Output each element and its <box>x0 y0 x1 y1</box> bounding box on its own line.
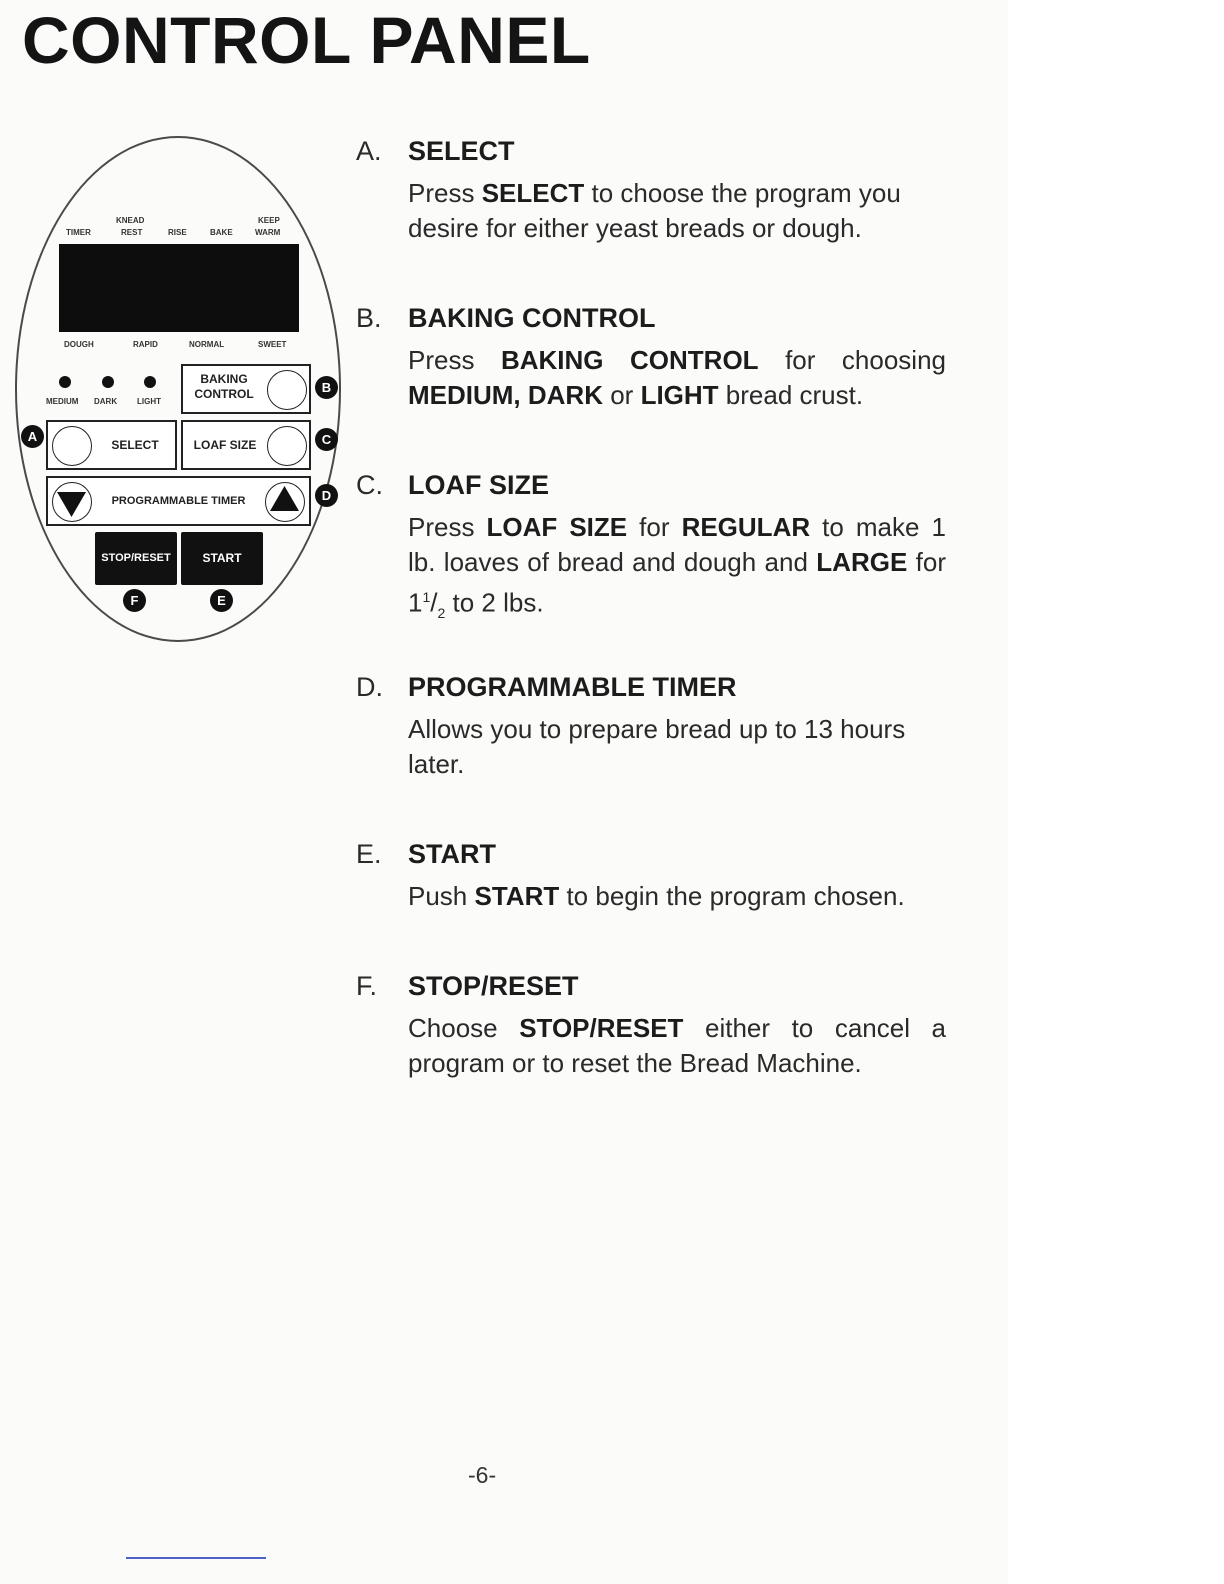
timer-button-label: PROGRAMMABLE TIMER <box>111 495 246 507</box>
crust-label-medium: MEDIUM <box>46 397 79 406</box>
control-panel-diagram <box>0 130 350 650</box>
callout-b-badge: B <box>315 376 338 399</box>
loaf-size-button-label: LOAF SIZE <box>193 438 257 452</box>
select-button-label: SELECT <box>111 438 159 452</box>
footer-link-underline <box>126 1557 266 1559</box>
rise-stage-label: RISE <box>168 228 187 237</box>
stop-reset-button[interactable]: STOP/RESET <box>95 532 177 585</box>
program-label-sweet: SWEET <box>258 340 287 349</box>
callout-e-badge: E <box>210 589 233 612</box>
section-heading: STOP/RESET <box>408 971 579 1001</box>
lcd-display <box>59 244 299 332</box>
section-heading: SELECT <box>408 136 515 166</box>
page-number: -6- <box>468 1462 497 1488</box>
section-heading: BAKING CONTROL <box>408 303 656 333</box>
baking-control-knob <box>267 370 307 410</box>
section-description: Allows you to prepare bread up to 13 hours later. <box>408 714 906 779</box>
program-label-rapid: RAPID <box>133 340 158 349</box>
callout-f-badge: F <box>123 589 146 612</box>
keep-stage-label: KEEP <box>258 216 280 225</box>
light-indicator-light <box>144 376 156 388</box>
medium-indicator-light <box>59 376 71 388</box>
crust-label-light: LIGHT <box>137 397 161 406</box>
triangle-down-icon <box>53 483 90 520</box>
callout-a-badge: A <box>21 425 44 448</box>
start-button[interactable]: START <box>181 532 263 585</box>
baking-control-button[interactable] <box>181 364 311 414</box>
loaf-size-knob <box>267 426 307 466</box>
section-description: Press LOAF SIZE for REGULAR to make 1 lb. loaves of bread and dough and LARGE for $1^1/_2$ to 2 lbs. <box>408 512 946 621</box>
section-letter: A. <box>356 136 382 166</box>
crust-label-dark: DARK <box>94 397 118 406</box>
timer-up-button[interactable] <box>265 482 305 522</box>
section-heading: START <box>408 839 496 869</box>
bake-stage-label: BAKE <box>210 228 233 237</box>
timer-stage-label: TIMER <box>66 228 91 237</box>
program-label-dough: DOUGH <box>64 340 94 349</box>
section-description: Push START to begin the program chosen. <box>408 881 905 911</box>
section-letter: F. <box>356 971 378 1001</box>
timer-down-button[interactable] <box>52 482 92 522</box>
section-heading: PROGRAMMABLE TIMER <box>408 672 737 702</box>
warm-stage-label: WARM <box>255 228 281 237</box>
section-description: Choose STOP/RESET either to cancel a program or to reset the Bread Machine. <box>408 1013 947 1078</box>
triangle-up-icon <box>266 483 303 520</box>
dark-indicator-light <box>102 376 114 388</box>
rest-stage-label: REST <box>121 228 143 237</box>
section-letter: B. <box>356 303 382 333</box>
callout-d-badge: D <box>315 484 338 507</box>
baking-control-label-line1: BAKING <box>200 372 248 386</box>
section-heading: LOAF SIZE <box>408 470 549 500</box>
programmable-timer-control <box>46 476 311 526</box>
callout-c-badge: C <box>315 428 338 451</box>
section-letter: D. <box>356 672 383 702</box>
section-description: Press SELECT to choose the program you desire for either yeast breads or dough. <box>408 178 901 243</box>
knead-stage-label: KNEAD <box>116 216 145 225</box>
section-letter: E. <box>356 839 382 869</box>
baking-control-label-line2: CONTROL <box>194 387 254 401</box>
program-label-normal: NORMAL <box>189 340 225 349</box>
select-button[interactable] <box>46 420 177 470</box>
section-description: Press BAKING CONTROL for choosing MEDIUM, DARK or LIGHT bread crust. <box>408 345 946 410</box>
loaf-size-button[interactable] <box>181 420 311 470</box>
select-knob <box>52 426 92 466</box>
page-title: CONTROL PANEL <box>22 3 591 77</box>
section-letter: C. <box>356 470 383 500</box>
